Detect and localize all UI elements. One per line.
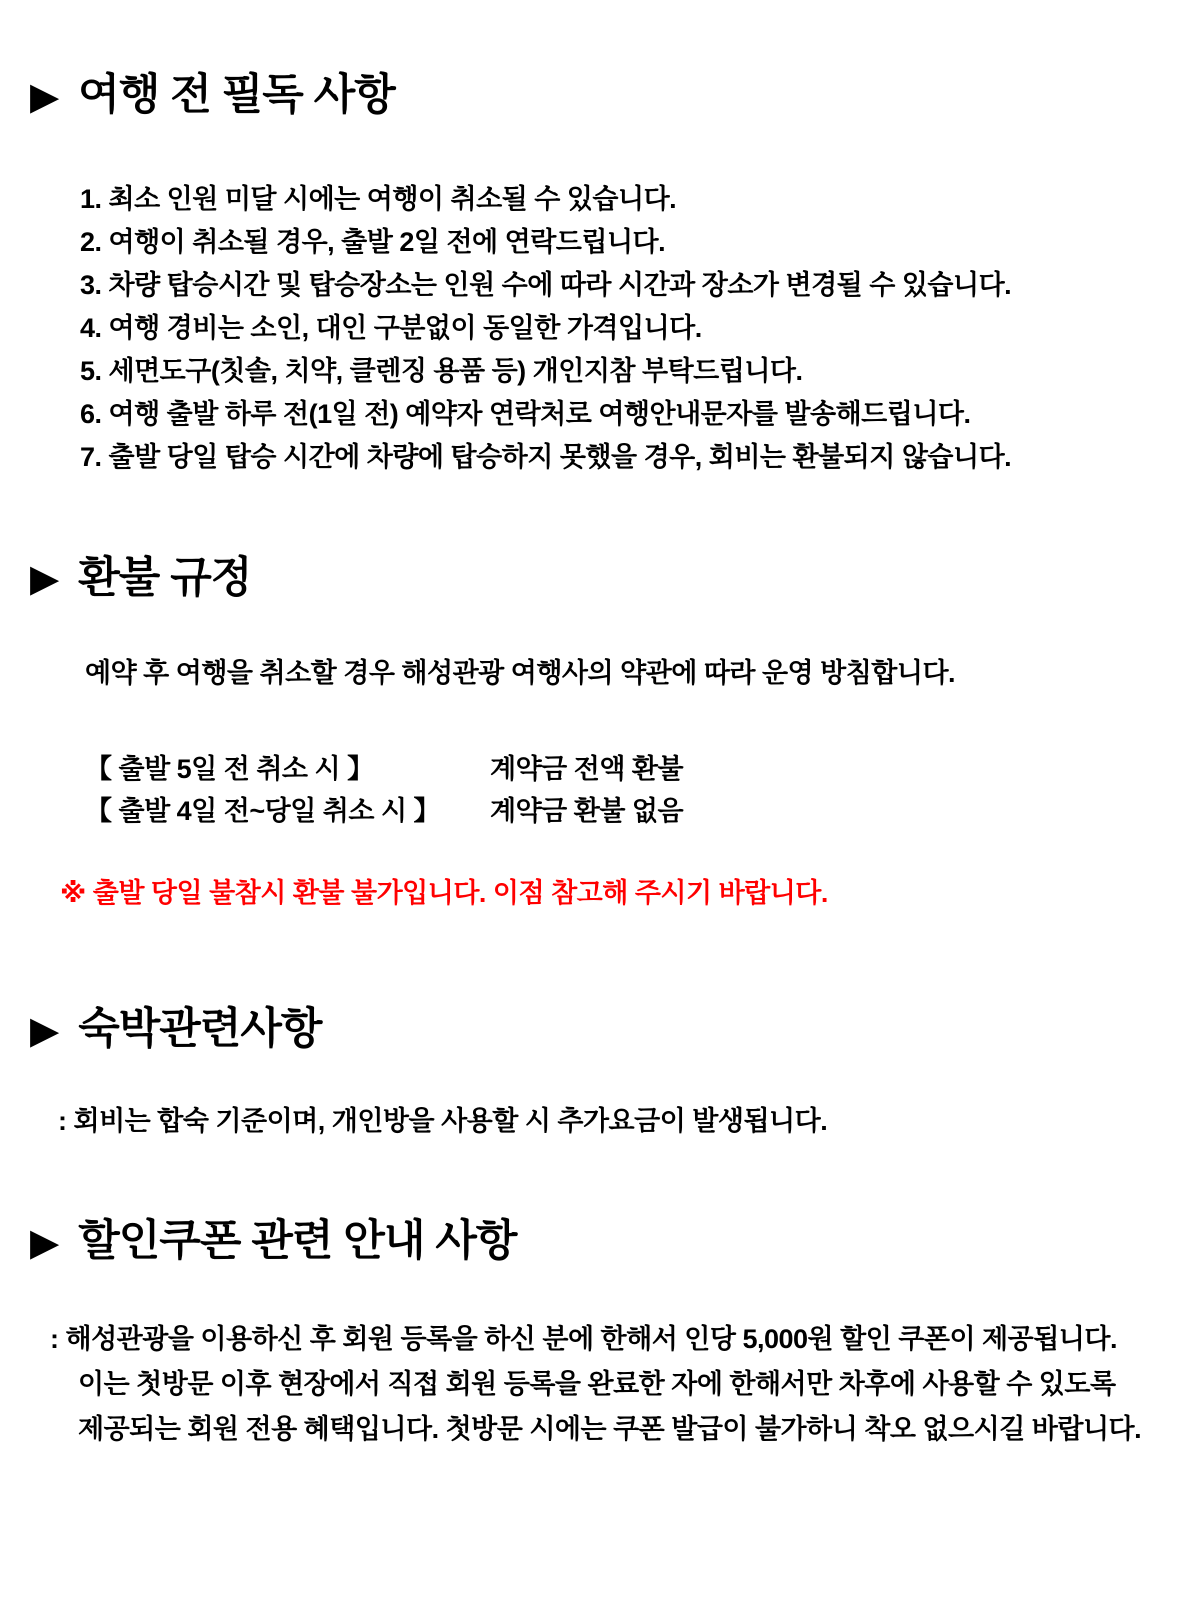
refund-rule-result: 계약금 환불 없음 [490,796,684,827]
refund-warning-text: ※ 출발 당일 불참시 환불 불가입니다. 이점 참고해 주시기 바랍니다. [60,878,828,909]
section-lodging [0,1004,1200,1138]
list-item: 4. 여행 경비는 소인, 대인 구분없이 동일한 가격입니다. [80,312,702,343]
lodging-note-text: : 회비는 합숙 기준이며, 개인방을 사용할 시 추가요금이 발생됩니다. [58,1105,828,1136]
triangle-bullet-icon: ▶ [30,1009,59,1052]
section-refund [0,553,1200,911]
refund-rule-result: 계약금 전액 환불 [490,754,684,785]
refund-rules-table [0,748,1200,832]
coupon-note-text [0,1317,1200,1452]
pre-trip-list [0,178,1200,479]
section-refund-heading [0,553,1200,605]
section-pre-trip-heading [0,0,1200,122]
list-item: 1. 최소 인원 미달 시에는 여행이 취소될 수 있습니다. [80,183,677,214]
refund-rule-row [85,748,1200,790]
section-refund-title: 환불 규정 [78,553,252,602]
coupon-note-line: 제공되는 회원 전용 혜택입니다. 첫방문 시에는 쿠폰 발급이 불가하니 착오 없으시길 바랍니다. [78,1414,1142,1445]
refund-rule-row [85,790,1200,832]
refund-rule-condition: 【 출발 5일 전 취소 시 】 [85,754,374,785]
coupon-note-line: : 해성관광을 이용하신 후 회원 등록을 하신 분에 한해서 인당 5,000원 할인 쿠폰이 제공됩니다. [50,1324,1117,1355]
refund-intro-text: 예약 후 여행을 취소할 경우 해성관광 여행사의 약관에 따라 운영 방침합니다. [85,658,956,689]
list-item: 6. 여행 출발 하루 전(1일 전) 예약자 연락처로 여행안내문자를 발송해드립니다. [80,398,971,429]
list-item: 3. 차량 탑승시간 및 탑승장소는 인원 수에 따라 시간과 장소가 변경될 수 있습니다. [80,269,1012,300]
refund-rule-condition: 【 출발 4일 전~당일 취소 시 】 [85,796,441,827]
section-coupon-title: 할인쿠폰 관련 안내 사항 [78,1216,517,1265]
section-pre-trip [0,0,1200,479]
list-item: 5. 세면도구(칫솔, 치약, 클렌징 용품 등) 개인지참 부탁드립니다. [80,355,803,386]
coupon-note-line: 이는 첫방문 이후 현장에서 직접 회원 등록을 완료한 자에 한해서만 차후에 사용할 수 있도록 [78,1369,1116,1400]
section-coupon [0,1216,1200,1453]
triangle-bullet-icon: ▶ [30,75,59,118]
section-lodging-heading [0,1004,1200,1056]
section-pre-trip-title: 여행 전 필독 사항 [78,71,395,119]
triangle-bullet-icon: ▶ [30,1221,59,1264]
section-coupon-heading [0,1216,1200,1268]
triangle-bullet-icon: ▶ [30,558,59,601]
section-lodging-title: 숙박관련사항 [78,1005,322,1054]
list-item: 7. 출발 당일 탑승 시간에 차량에 탑승하지 못했을 경우, 회비는 환불되지 않습니다. [80,441,1012,472]
list-item: 2. 여행이 취소될 경우, 출발 2일 전에 연락드립니다. [80,226,666,257]
